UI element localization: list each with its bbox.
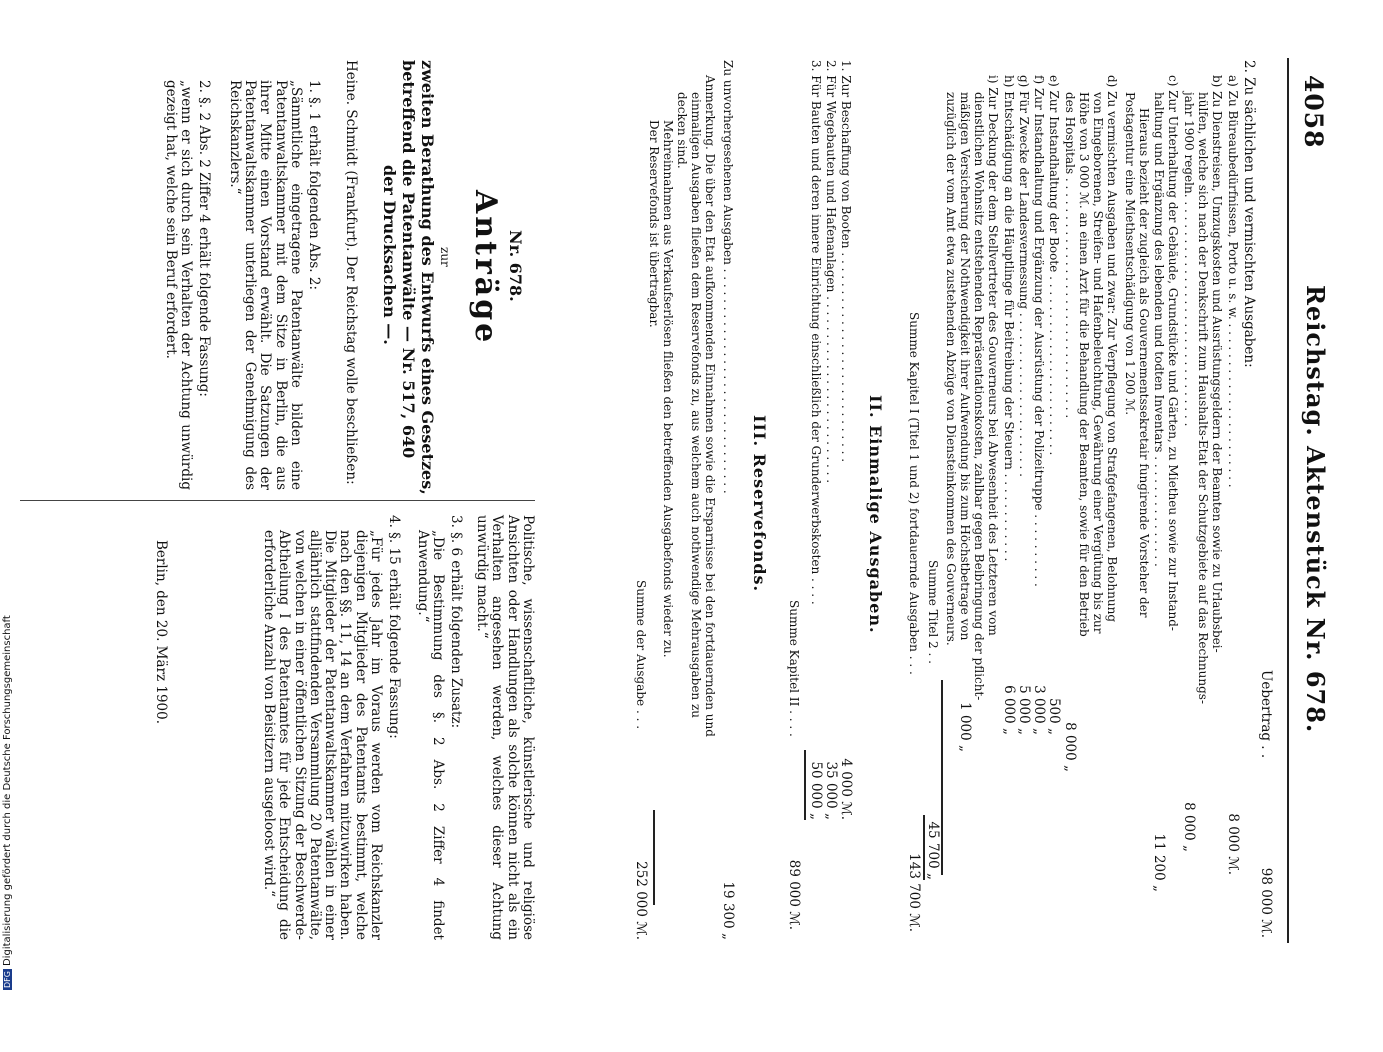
item-c-note: Hieraus bezieht der zugleich als Gouvernementssekretair fungirende Vorsteher der (1137, 108, 1151, 618)
item-f-amount: 3 000 „ (1031, 685, 1047, 735)
item-d-amount: 8 000 „ (1062, 722, 1078, 772)
sum-titel2-amount: 45 700 „ (925, 821, 941, 880)
item-h-amount: 6 000 „ (1001, 685, 1017, 735)
item-f-label: f) Zur Instandhaltung und Ergänzung der Ausrüstung der Polizeitruppe . . . . . . . . . . (1032, 75, 1046, 587)
section-II-item-3-amount: 50 000 „ (808, 761, 824, 820)
sum-titel2-label: Summe Titel 2 . . (926, 560, 940, 664)
item-i-label4: zuzüglich der vom Amt etwa zustehenden Abzüge von Diensteinkommen des Gouverneurs. (944, 92, 958, 646)
sum-rule-kapitel1 (924, 815, 926, 880)
sum-total-amount: 252 000 ℳ. (633, 861, 649, 940)
section-III-note1: Anmerkung. Die über den Etat aufkommenden Einnahmen sowie die Ersparnisse bei den fortdauernden und (703, 75, 717, 737)
antraege-number: Nr. 678. (506, 230, 525, 302)
antrag-1-text: „Sämmtliche eingetragene Patentanwälte bilden eine Patentanwaltskammer mit dem Sitze in Berlin, die aus ihrer Mitte einen Vorstand erwählt. Die Satzungen der Patentanwaltskammer unterliegen der Genehmigung des Reichskanzlers.“ (226, 80, 304, 490)
antrag-4-head: 4. §. 15 erhält folgende Fassung: (386, 515, 402, 739)
section-II-item-1 (837, 60, 853, 860)
item-b-label: b) Zu Dienstreisen, Umzugskosten und Ausrüstungsgeldern der Beamten sowie zu Urlaubsbei- (1210, 75, 1224, 653)
item-b-label2: hülfen, welche sich nach der Denkschrift zum Haushalts-Etat der Schutzgebiete auf das Rechnungs- (1196, 92, 1210, 705)
antrag-3-head: 3. §. 6 erhält folgenden Zusatz: (448, 515, 464, 729)
section-II-item-2-label: 2. Für Wegebauten und Hafenanlagen . . . . . . . . . . . . . . . . . . . . . . . . . (824, 60, 838, 484)
section-III-note5: Der Reservefonds ist übertragbar. (647, 120, 661, 328)
section-III-note2: einmaligen Ausgaben fließen dem Reservefonds zu, aus welchem auch nothwendige Mehrausgaben zu (689, 92, 703, 719)
item-d-label4: des Hospitals . . . . . . . . . . . . . . . . . . . . . . . . . . . . . . . . (1063, 92, 1077, 419)
section-II-item-2 (822, 60, 838, 860)
date-line: Berlin, den 20. März 1900. (153, 540, 169, 725)
item-h-row (1000, 75, 1016, 735)
sum-total-label: Summe der Ausgabe . . . (634, 580, 648, 730)
item-c-amount: 11 200 „ (1151, 833, 1167, 892)
sum-kapitel1-amount: 143 700 ℳ. (906, 853, 922, 932)
sum-rule-total (654, 810, 656, 905)
antrag-4-text: „Für jedes Jahr im Voraus werden vom Reichskanzler diejenigen Mitglieder des Patentamts bestimmt, welche nach den §§. 11, 14 an dem Verfahren mitzuwirken haben. Die Mitglieder der Patentanwaltskammer wählen in einer alljährlich stattfindenden Versammlung 20 Patentanwälte, von welchen in einer öffentlichen Sitzung der Beschwerde-Abtheilung I des Patentamtes für jede Entscheidung die erforderliche Anzahl von Beisitzern ausgeloost wird.“ (260, 530, 384, 940)
header-rule (1287, 58, 1289, 943)
item-c-label: c) Zur Unterhaltung der Gebäude, Grundstücke und Gärten, zu Mietheu sowie zur Instand- (1166, 75, 1180, 631)
item-g-row (1015, 75, 1031, 735)
page-number: 4058 (1299, 75, 1328, 149)
section-II-item-1-amount: 4 000 ℳ. (838, 758, 854, 820)
item-e-label: e) Zur Instandhaltung der Boote . . . . . . . . . . . . . . . . . . . . . . . . (1047, 75, 1061, 456)
antraege-title: Anträge (468, 190, 503, 346)
section-II-item-2-amount: 35 000 „ (823, 761, 839, 820)
item-i-label: i) Zur Deckung der dem Stellvertreter des Gouverneurs bei Abwesenheit des Letzteren vom (986, 75, 1000, 636)
sum-total-row (632, 580, 648, 940)
section-III-item-label: Zu unvorhergesehenen Ausgaben . . . . . . . . . . . . . . . . . . . . . . . . . . . . . . (721, 60, 735, 494)
carry-over-row (1257, 60, 1273, 940)
antrag-2-text: „wenn er sich durch sein Verhalten der Achtung unwürdig gezeigt hat, welche sein Beruf erfordert. (162, 80, 194, 490)
running-title: Reichstag. Aktenstück Nr. 678. (1301, 285, 1330, 734)
item-a-row (1224, 75, 1240, 875)
item-d-row (1061, 92, 1077, 1052)
item-d-label3: Höhe von 3 000 ℳ. an einen Arzt für die Behandlung der Beamten, sowie für den Betrieb (1077, 92, 1091, 637)
item-c-row (1150, 92, 1166, 892)
carry-over-amount: 98 000 ℳ. (1258, 867, 1274, 938)
sum-kapitel2-amount: 89 000 ℳ. (786, 859, 802, 930)
column-divider (20, 500, 535, 501)
section-II-item-3 (807, 60, 823, 860)
sum-titel2-row (924, 560, 940, 880)
antraege-intro: Heine. Schmidt (Frankfurt). Der Reichstag wolle beschließen: (343, 60, 359, 485)
digitization-credit-text: Digitalisierung gefördert durch die Deutsche Forschungsgemeinschaft (2, 615, 13, 967)
antrag-1-head: 1. §. 1 erhält folgenden Abs. 2: (306, 80, 322, 291)
item-d-label2: von Eingeborenen, Streifen- und Hafenbeleuchtung, Gewährung einer Vergütung bis zur (1091, 92, 1105, 634)
item-g-label: g) Für Zwecke der Landesvermessung . . . . . . . . . . . . . . . . . . . . . . (1017, 75, 1031, 477)
dfg-logo: DFG (3, 971, 12, 988)
antraege-zur: zur (438, 247, 452, 267)
antraege-subtitle2: betreffend die Patentanwälte — Nr. 517, 640 (399, 60, 418, 459)
digitization-credit (2, 560, 18, 990)
section-III-item-amount: 19 300 „ (720, 881, 736, 940)
item-b-row (1180, 92, 1196, 852)
item-i-label3: mäßigen Versicherung der Nothwendigkeit ihrer Aufwendung bis zum Höchstbetrage von (958, 92, 972, 641)
item-i-label2: dienstlichen Wohnsitz entstehenden Repräsentationskosten, zahlbar gegen Beibringung der pflicht- (972, 92, 986, 701)
sum-rule-kapitel2 (805, 750, 807, 820)
section-III-item (719, 60, 735, 940)
sum-kapitel2-row (785, 600, 801, 930)
section-III-note4: Mehreinnahmen aus Verkaufserlösen fließen den betreffenden Ausgabefonds wieder zu. (661, 120, 675, 658)
item-c-note2: Postagentur eine Miethsentschädigung von 1 200 ℳ. (1123, 92, 1137, 416)
item-e-amount: 500 „ (1046, 697, 1062, 735)
section-II-title: II. Einmalige Ausgaben. (866, 395, 885, 634)
item-e-row (1045, 75, 1061, 735)
item-b-label3: jahr 1900 regeln. . . . . . . . . . . . . . . . . . . . . . . . . . . . . . . (1182, 92, 1196, 427)
section-II-item-3-label: 3. Für Bauten und deren innere Einrichtung einschließlich der Grunderwerbskosten . . . . (809, 60, 823, 605)
sum-rule-titel2 (942, 680, 944, 875)
antraege-subtitle1: zweiten Berathung des Entwurfs eines Gesetzes, (418, 60, 437, 495)
item-a-amount: 8 000 ℳ. (1225, 813, 1241, 875)
item-i-row (956, 92, 972, 872)
sum-kapitel1-row (905, 312, 921, 932)
section2-title: 2. Zu sächlichen und vermischten Ausgaben: (1241, 60, 1257, 368)
section-III-title: III. Reservefonds. (750, 415, 769, 593)
item-a-label: a) Zu Büreaubedürfnissen, Porto u. s. w. . . . . . . . . . . . . . . . . . . . . . . (1226, 75, 1240, 488)
item-h-label: h) Entschädigung an die Häuptlinge für Beitreibung der Steuern . . . . . . . . . . . . (1002, 75, 1016, 562)
antrag-2-head: 2. §. 2 Abs. 2 Ziffer 4 erhält folgende Fassung: (196, 80, 212, 397)
antrag-3-text: „Die Bestimmung des §. 2 Abs. 2 Ziffer 4 findet Anwendung.“ (414, 530, 446, 940)
sum-kapitel2-label: Summe Kapitel II . . . . (787, 600, 801, 737)
item-i-amount: 1 000 „ (957, 702, 973, 752)
item-g-amount: 5 000 „ (1016, 685, 1032, 735)
item-c-label2: haltung und Ergänzung des lebenden und todten Inventars . . . . . . . . . . . . . . . (1152, 92, 1166, 567)
section-II-item-1-label: 1. Zur Beschaffung von Booten . . . . . . . . . . . . . . . . . . . . . . . . . . . . (839, 60, 853, 463)
antraege-subtitle3: der Drucksachen —. (380, 165, 399, 345)
item-f-row (1030, 75, 1046, 735)
antrag-2-continuation: Politische, wissenschaftliche, künstlerische und religiöse Ansichten oder Handlungen als solche können nicht als ein Verhalten angesehen werden, welches dieser Achtung unwürdig macht.“ (474, 515, 536, 940)
item-b-amount: 8 000 „ (1181, 802, 1197, 852)
item-d-label: d) Zu vermischten Ausgaben und zwar: Zur Verpflegung von Strafgefangenen, Belohnung (1105, 75, 1119, 622)
carry-over-label: Uebertrag . . (1258, 670, 1274, 759)
sum-kapitel1-label: Summe Kapitel I (Titel 1 und 2) fortdauernde Ausgaben . . . (907, 312, 921, 675)
section-III-note3: decken sind. (675, 92, 689, 169)
